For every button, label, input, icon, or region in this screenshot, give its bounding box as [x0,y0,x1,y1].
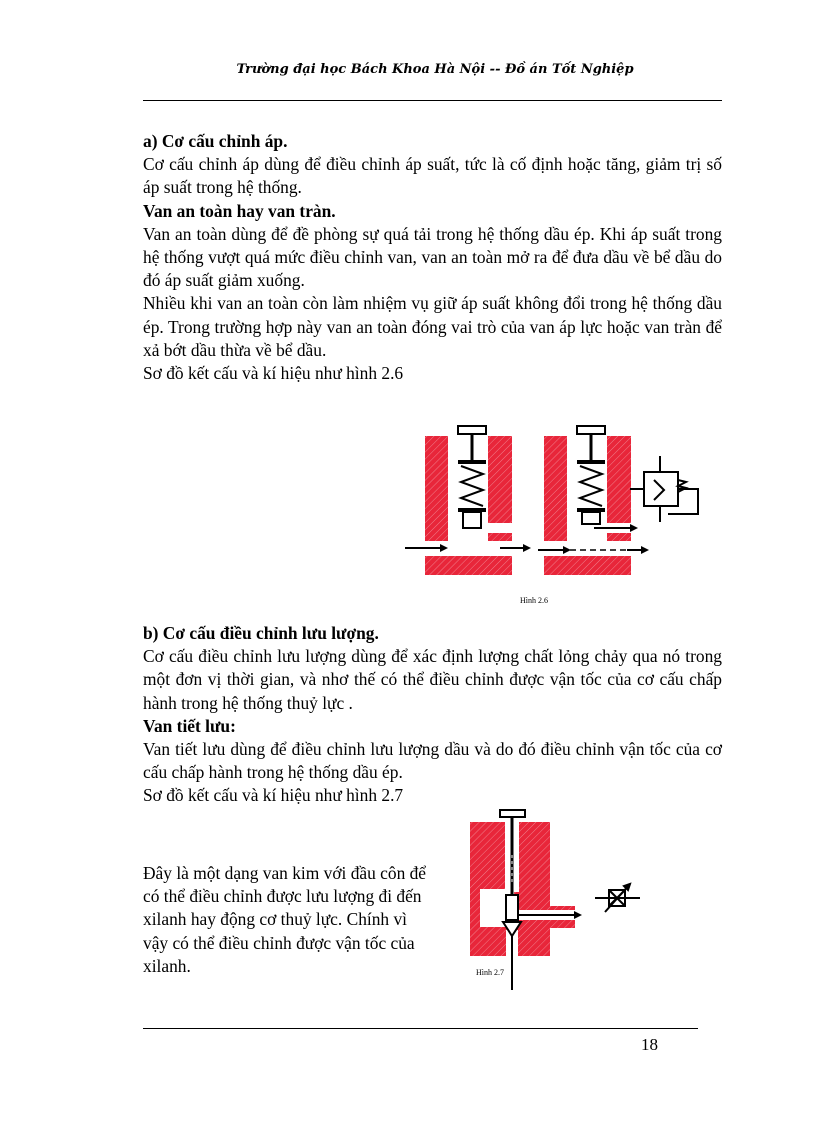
throttle-valve-symbol [595,884,640,912]
footer-rule [143,1028,698,1029]
section-b-heading: b) Cơ cấu điều chỉnh lưu lượng. [143,623,379,643]
throttle-valve-section [470,810,582,990]
section-b-paragraph: Cơ cấu điều chỉnh lưu lượng dùng để xác định lượng chất lỏng chảy qua nó trong một đơn vị thời gian, và nhơ thế có thể điều chỉnh được vận tốc của cơ cấu chấp hành trong hệ thống thuỷ lực . [143,646,722,713]
safety-valve-paragraph-2: Nhiều khi van an toàn còn làm nhiệm vụ giữ áp suất không đổi trong hệ thống dầu ép. Trong trường hợp này van an toàn đóng vai trò của van áp lực hoặc van tràn để xả bớt dầu thừa về bể dầu. [143,293,722,360]
throttle-valve-heading: Van tiết lưu: [143,715,236,736]
safety-valve-paragraph: Van an toàn dùng để đề phòng sự quá tải trong hệ thống dầu ép. Khi áp suất trong hệ thống vượt quá mức điều chỉnh van, van an toàn mở ra để đưa dầu về bể dầu do đó áp suất giảm xuống. [143,223,722,291]
section-a-paragraph: Cơ cấu chỉnh áp dùng để điều chỉnh áp suất, tức là cố định hoặc tăng, giảm trị số áp suất trong hệ thống. [143,154,722,198]
page-number: 18 [641,1035,658,1054]
figure-2-6-reference: Sơ đồ kết cấu và kí hiệu như hình 2.6 [143,363,404,384]
figure-2-7-reference: Sơ đồ kết cấu và kí hiệu như hình 2.7 [143,785,404,806]
page-header: Trường đại học Bách Khoa Hà Nội -- Đồ án Tốt Nghiệp [236,62,634,77]
throttle-valve-paragraph: Van tiết lưu dùng để điều chỉnh lưu lượng dầu và do đó điều chỉnh vận tốc của cơ cấu chấp hành trong hệ thống dầu ép. [143,739,722,783]
figure-2-6-caption: Hình 2.6 [520,596,548,605]
figure-2-7-caption: Hình 2.7 [476,968,504,977]
needle-valve-description: Đây là một dạng van kim với đầu côn để có thể điều chỉnh được lưu lượng đi đến xilanh hay động cơ thuỷ lực. Chính vì vậy có thể điều chỉnh được vận tốc của xilanh. [143,863,427,976]
section-a-heading: a) Cơ cấu chỉnh áp. [143,131,288,151]
safety-valve-heading: Van an toàn hay van tràn. [143,200,336,221]
